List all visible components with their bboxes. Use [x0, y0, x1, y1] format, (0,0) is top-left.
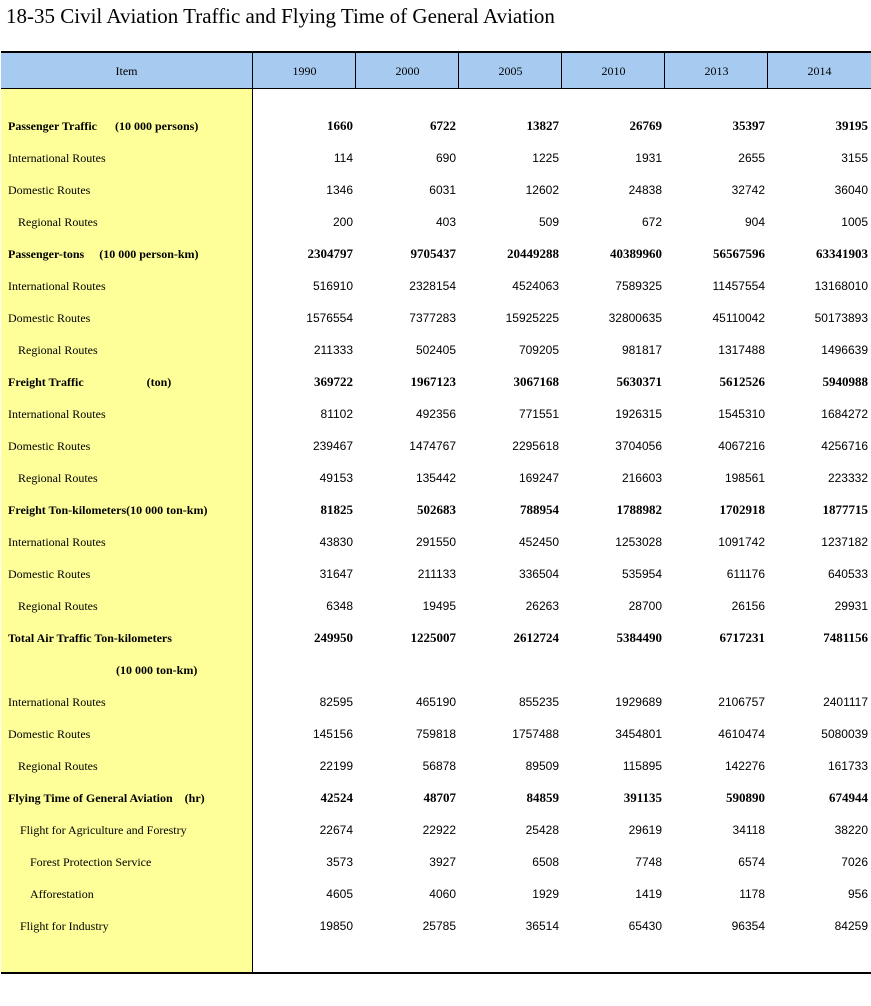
cell-2013: 611176: [726, 567, 765, 581]
header-year-2014: 2014: [807, 64, 832, 78]
cell-2013: 4610474: [718, 727, 765, 741]
cell-2014: 39195: [835, 118, 868, 133]
cell-2013: 1091742: [718, 535, 765, 549]
cell-2013: 45110042: [712, 311, 765, 325]
cell-1990: 81102: [320, 407, 353, 421]
cell-2014: 7481156: [823, 630, 868, 645]
table-row: [0, 398, 871, 430]
cell-2014: 1684272: [821, 407, 868, 421]
cell-2013: 1317488: [718, 343, 765, 357]
cell-2010: 1419: [635, 887, 662, 901]
cell-1990: 369722: [314, 374, 353, 389]
cell-2000: 2328154: [409, 279, 456, 293]
row-label: Flying Time of General Aviation (hr): [8, 791, 205, 805]
cell-2000: 22922: [422, 823, 456, 837]
cell-2005: 4524063: [512, 279, 559, 293]
cell-1990: 145156: [312, 727, 353, 741]
cell-2014: 4256716: [821, 439, 868, 453]
cell-2000: 6031: [429, 183, 456, 197]
cell-2000: 759818: [415, 727, 456, 741]
cell-2005: 13827: [526, 118, 559, 133]
cell-2000: 135442: [415, 471, 456, 485]
cell-2014: 5940988: [822, 374, 868, 389]
cell-2000: 56878: [422, 759, 456, 773]
cell-2013: 1702918: [719, 502, 765, 517]
row-label: Total Air Traffic Ton-kilometers: [8, 631, 172, 645]
row-label: Domestic Routes: [8, 727, 91, 741]
cell-2000: 1967123: [410, 374, 456, 389]
cell-1990: 82595: [319, 695, 353, 709]
cell-2000: 4060: [429, 887, 456, 901]
cell-2005: 36514: [525, 919, 559, 933]
cell-2005: 15925225: [505, 311, 559, 325]
cell-1990: 2304797: [307, 246, 353, 261]
cell-2013: 4067216: [718, 439, 765, 453]
cell-2000: 48707: [423, 790, 456, 805]
row-label: Regional Routes: [18, 215, 98, 229]
cell-2000: 25785: [422, 919, 456, 933]
table-row: [0, 718, 871, 750]
table-header: [1, 51, 871, 89]
cell-2013: 6574: [738, 855, 765, 869]
cell-1990: [253, 654, 353, 686]
cell-1990: 43830: [319, 535, 353, 549]
header-year-2005: 2005: [498, 64, 523, 78]
cell-2005: 169247: [518, 471, 559, 485]
row-label: International Routes: [8, 695, 106, 709]
cell-2013: 2106757: [718, 695, 765, 709]
cell-2005: 84859: [526, 790, 559, 805]
table-row: [0, 494, 871, 526]
cell-2000: 3927: [429, 855, 456, 869]
cell-2014: 1237182: [821, 535, 868, 549]
row-label: Domestic Routes: [8, 183, 91, 197]
table-row: [0, 846, 871, 878]
page-title: 18-35 Civil Aviation Traffic and Flying Time of General Aviation: [6, 4, 555, 28]
row-label: Afforestation: [30, 887, 94, 901]
table-row: [0, 462, 871, 494]
cell-2005: 2612724: [513, 630, 559, 645]
cell-2013: 6717231: [719, 630, 765, 645]
cell-2014: 1005: [841, 215, 868, 229]
cell-2000: 211133: [417, 567, 456, 581]
table-row: [0, 590, 871, 622]
cell-1990: 239467: [312, 439, 353, 453]
row-label: Flight for Agriculture and Forestry: [20, 823, 187, 837]
table-row: [0, 206, 871, 238]
cell-2013: 96354: [731, 919, 765, 933]
cell-2013: 142276: [724, 759, 765, 773]
cell-2014: 223332: [827, 471, 868, 485]
cell-1990: 49153: [319, 471, 353, 485]
cell-2010: 1253028: [615, 535, 662, 549]
cell-2010: 5384490: [616, 630, 662, 645]
table-row: [0, 910, 871, 942]
table-row: [0, 430, 871, 462]
cell-2014: 29931: [834, 599, 868, 613]
row-label: Forest Protection Service: [30, 855, 152, 869]
cell-2010: 29619: [628, 823, 662, 837]
cell-2013: [665, 654, 765, 686]
cell-2005: 20449288: [507, 246, 559, 261]
cell-2000: 291550: [415, 535, 456, 549]
cell-2014: 3155: [841, 151, 868, 165]
cell-2005: 3067168: [513, 374, 559, 389]
cell-2010: 115895: [622, 759, 662, 773]
cell-2013: 5612526: [719, 374, 765, 389]
row-label: Regional Routes: [18, 599, 98, 613]
cell-2005: 2295618: [512, 439, 559, 453]
cell-2014: 161733: [827, 759, 868, 773]
cell-1990: 31647: [319, 567, 353, 581]
table-row: [0, 654, 871, 686]
row-label: Passenger Traffic (10 000 persons): [8, 119, 199, 133]
row-label: International Routes: [8, 279, 106, 293]
cell-2000: 465190: [415, 695, 456, 709]
cell-2014: 1877715: [822, 502, 868, 517]
cell-2013: 11457554: [712, 279, 765, 293]
cell-2010: 65430: [628, 919, 662, 933]
cell-1990: 4605: [326, 887, 353, 901]
table-row: [0, 526, 871, 558]
table-row: [0, 782, 871, 814]
cell-2013: 34118: [732, 823, 765, 837]
cell-2010: 5630371: [616, 374, 662, 389]
row-label: International Routes: [8, 407, 106, 421]
table-row: [0, 270, 871, 302]
cell-2005: 788954: [520, 502, 559, 517]
cell-1990: 249950: [314, 630, 353, 645]
cell-2014: 63341903: [816, 246, 868, 261]
cell-2014: 13168010: [814, 279, 868, 293]
cell-2013: 590890: [726, 790, 765, 805]
cell-1990: 42524: [320, 790, 353, 805]
cell-2005: 1225: [532, 151, 559, 165]
cell-2013: 904: [744, 215, 765, 229]
cell-2014: 2401117: [823, 695, 868, 709]
cell-2000: 7377283: [409, 311, 456, 325]
cell-2014: 956: [847, 887, 868, 901]
cell-1990: 211333: [313, 343, 353, 357]
cell-2010: 28700: [628, 599, 662, 613]
cell-1990: 1346: [326, 183, 353, 197]
header-item: Item: [115, 64, 138, 78]
cell-2010: 7748: [635, 855, 662, 869]
cell-1990: 200: [332, 215, 353, 229]
cell-2000: 492356: [415, 407, 456, 421]
cell-2010: 535954: [621, 567, 662, 581]
row-label: Regional Routes: [18, 343, 98, 357]
cell-2010: 26769: [629, 118, 662, 133]
row-label: Regional Routes: [18, 471, 98, 485]
row-label: Freight Ton-kilometers(10 000 ton-km): [8, 503, 208, 517]
row-label: Domestic Routes: [8, 567, 91, 581]
table-row: [0, 558, 871, 590]
cell-1990: 19850: [319, 919, 353, 933]
table-row: [0, 686, 871, 718]
cell-1990: 81825: [320, 502, 353, 517]
header-year-2010: 2010: [601, 64, 626, 78]
cell-2005: 26263: [525, 599, 559, 613]
cell-1990: 516910: [312, 279, 353, 293]
row-label: Regional Routes: [18, 759, 98, 773]
cell-2014: 674944: [829, 790, 868, 805]
cell-2010: 24838: [628, 183, 662, 197]
cell-2000: [356, 654, 456, 686]
cell-2000: 6722: [430, 118, 456, 133]
cell-2013: 35397: [732, 118, 765, 133]
cell-1990: 1576554: [306, 311, 353, 325]
cell-2010: 7589325: [615, 279, 662, 293]
cell-2000: 403: [435, 215, 456, 229]
row-label: (10 000 ton-km): [116, 663, 198, 677]
cell-2010: 3454801: [615, 727, 662, 741]
header-year-2000: 2000: [395, 64, 420, 78]
table-row: [0, 238, 871, 270]
cell-2005: 855235: [518, 695, 559, 709]
cell-2005: 509: [538, 215, 559, 229]
cell-2005: [459, 654, 559, 686]
cell-2010: 1926315: [615, 407, 662, 421]
row-label: International Routes: [8, 151, 106, 165]
table-row: [0, 334, 871, 366]
cell-2000: 502683: [417, 502, 456, 517]
cell-2014: 5080039: [821, 727, 868, 741]
header-year-1990: 1990: [292, 64, 317, 78]
cell-2005: 89509: [525, 759, 559, 773]
cell-2014: 36040: [834, 183, 868, 197]
cell-2005: 709205: [518, 343, 559, 357]
cell-2000: 19495: [422, 599, 456, 613]
cell-1990: 114: [333, 151, 353, 165]
table-row: [0, 142, 871, 174]
row-label: Passenger-tons (10 000 person-km): [8, 247, 199, 261]
cell-2014: 7026: [841, 855, 868, 869]
cell-1990: 3573: [326, 855, 353, 869]
cell-2005: 1757488: [512, 727, 559, 741]
table-bottom-rule: [1, 972, 871, 974]
cell-2010: [562, 654, 662, 686]
cell-2010: 672: [641, 215, 662, 229]
cell-2010: 3704056: [615, 439, 662, 453]
cell-2014: 50173893: [814, 311, 868, 325]
cell-2013: 198561: [724, 471, 765, 485]
row-label: Domestic Routes: [8, 439, 91, 453]
cell-2010: 391135: [623, 790, 662, 805]
cell-2005: 771551: [518, 407, 559, 421]
row-label: Flight for Industry: [20, 919, 109, 933]
cell-2010: 32800635: [608, 311, 662, 325]
cell-1990: 22199: [319, 759, 353, 773]
table-row: [0, 814, 871, 846]
cell-2005: 25428: [525, 823, 559, 837]
cell-2005: 12602: [525, 183, 559, 197]
cell-1990: 22674: [319, 823, 353, 837]
table-row: [0, 750, 871, 782]
table-row: [0, 110, 871, 142]
cell-2000: 502405: [415, 343, 456, 357]
row-label: International Routes: [8, 535, 106, 549]
cell-2000: 1225007: [410, 630, 456, 645]
row-label: Domestic Routes: [8, 311, 91, 325]
cell-2014: [768, 654, 868, 686]
table-row: [0, 366, 871, 398]
cell-2005: 452450: [518, 535, 559, 549]
header-year-2013: 2013: [704, 64, 729, 78]
table-row: [0, 174, 871, 206]
cell-2000: 9705437: [410, 246, 456, 261]
cell-2014: 84259: [834, 919, 868, 933]
cell-2013: 56567596: [713, 246, 765, 261]
cell-1990: 1660: [327, 118, 353, 133]
cell-2010: 1788982: [616, 502, 662, 517]
table-row: [0, 622, 871, 654]
cell-2000: 1474767: [409, 439, 456, 453]
cell-2010: 40389960: [610, 246, 662, 261]
cell-2000: 690: [435, 151, 456, 165]
cell-2010: 216603: [621, 471, 662, 485]
cell-2014: 640533: [827, 567, 868, 581]
row-label: Freight Traffic (ton): [8, 375, 172, 389]
cell-2010: 981817: [621, 343, 662, 357]
cell-2013: 2655: [738, 151, 765, 165]
cell-2010: 1931: [635, 151, 662, 165]
cell-2005: 1929: [532, 887, 559, 901]
cell-2013: 26156: [731, 599, 765, 613]
cell-2013: 1545310: [718, 407, 765, 421]
cell-2014: 1496639: [821, 343, 868, 357]
cell-2010: 1929689: [615, 695, 662, 709]
cell-2013: 1178: [739, 887, 765, 901]
cell-2005: 6508: [532, 855, 559, 869]
cell-2014: 38220: [834, 823, 868, 837]
cell-2005: 336504: [518, 567, 559, 581]
table-row: [0, 878, 871, 910]
cell-2013: 32742: [731, 183, 765, 197]
cell-1990: 6348: [326, 599, 353, 613]
table-row: [0, 302, 871, 334]
